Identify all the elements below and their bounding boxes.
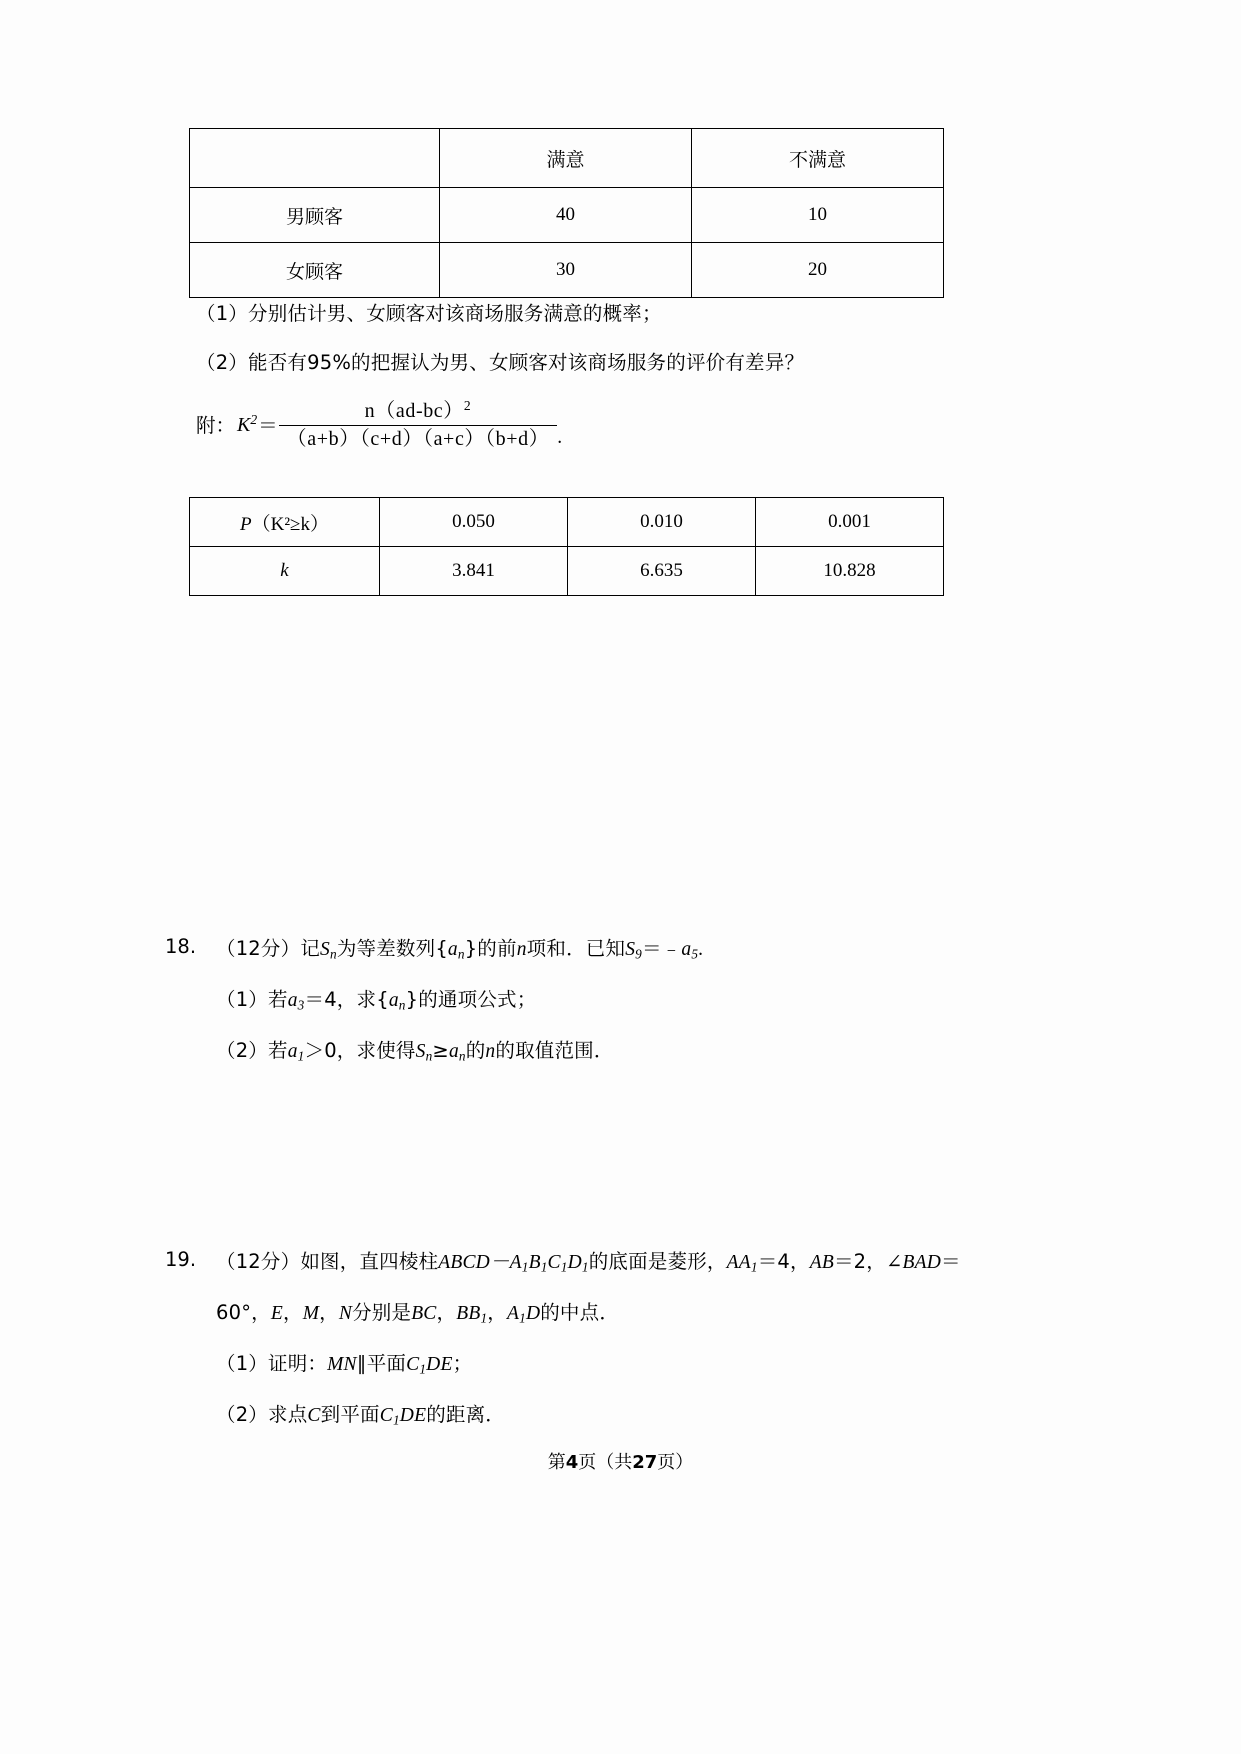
q19-number: 19. (165, 1248, 197, 1271)
table-row (190, 498, 944, 547)
footer-prefix: 第 (547, 1452, 566, 1473)
survey-row-female-unsatisfied: 20 (692, 243, 944, 298)
footer-middle: 页（共 (578, 1452, 633, 1473)
q19-sub1: （1）证明：MN∥平面$C_1DE$； (216, 1352, 473, 1377)
footer-suffix: 页） (657, 1452, 694, 1473)
critical-p-value-0: 0.050 (380, 498, 568, 547)
survey-row-male-unsatisfied: 10 (692, 188, 944, 243)
q19-stem-line2: 60°，E，M，N分别是BC，$BB_1$，$A_1D$的中点． (216, 1301, 620, 1326)
critical-p-label: P（K²≥k） (190, 498, 380, 547)
survey-row-male-satisfied: 40 (440, 188, 692, 243)
formula-lhs: $K^2$ (237, 412, 258, 436)
q18-sub1: （1）若$a_3=4$，求$\{a_n\}$的通项公式； (216, 988, 537, 1013)
table-row (190, 188, 944, 243)
survey-header-satisfied: 满意 (440, 129, 692, 188)
chi-square-formula (196, 398, 562, 451)
page-footer (0, 1448, 1241, 1474)
survey-row-female-satisfied: 30 (440, 243, 692, 298)
formula-period: . (557, 426, 563, 448)
survey-table (189, 128, 944, 298)
critical-p-value-2: 0.001 (756, 498, 944, 547)
survey-row-male-label: 男顾客 (190, 188, 440, 243)
q18-sub2: （2）若$a_1>0$，求使得$S_n\ge a_n$的n的取值范围． (216, 1039, 614, 1064)
q17-sub1: （1）分别估计男、女顾客对该商场服务满意的概率； (196, 302, 662, 325)
formula-denominator: （a+b）（c+d）（a+c）（b+d） (279, 425, 558, 451)
formula-fraction (279, 398, 558, 451)
table-row (190, 547, 944, 596)
critical-k-label: k (190, 547, 380, 596)
footer-page-number: 4 (565, 1452, 579, 1473)
table-row (190, 129, 944, 188)
formula-lead: 附： (196, 414, 236, 438)
survey-header-unsatisfied: 不满意 (692, 129, 944, 188)
q19-sub2: （2）求点C到平面$C_1DE$的距离． (216, 1403, 506, 1428)
survey-header-blank (190, 129, 440, 188)
q17-sub2: （2）能否有95%的把握认为男、女顾客对该商场服务的评价有差异？ (196, 351, 805, 374)
footer-total-pages: 27 (632, 1452, 658, 1473)
q19-stem-line1: （12分）如图，直四棱柱$ABCD-A_1B_1C_1D_1$的底面是菱形，$AA_1=4$，AB＝2，∠BAD＝ (216, 1250, 961, 1275)
critical-k-value-2: 10.828 (756, 547, 944, 596)
critical-value-table (189, 497, 944, 596)
critical-k-value-0: 3.841 (380, 547, 568, 596)
q18-number: 18. (165, 935, 197, 958)
formula-numerator: $n(ad-bc)^2$ (364, 398, 472, 422)
critical-k-value-1: 6.635 (568, 547, 756, 596)
table-row (190, 243, 944, 298)
formula-equals: ＝ (258, 416, 278, 438)
survey-row-female-label: 女顾客 (190, 243, 440, 298)
critical-p-value-1: 0.010 (568, 498, 756, 547)
q18-stem: （12分）记$S_n$为等差数列$\{a_n\}$的前n项和．已知$S_9=﹣a_5$. (216, 937, 704, 962)
